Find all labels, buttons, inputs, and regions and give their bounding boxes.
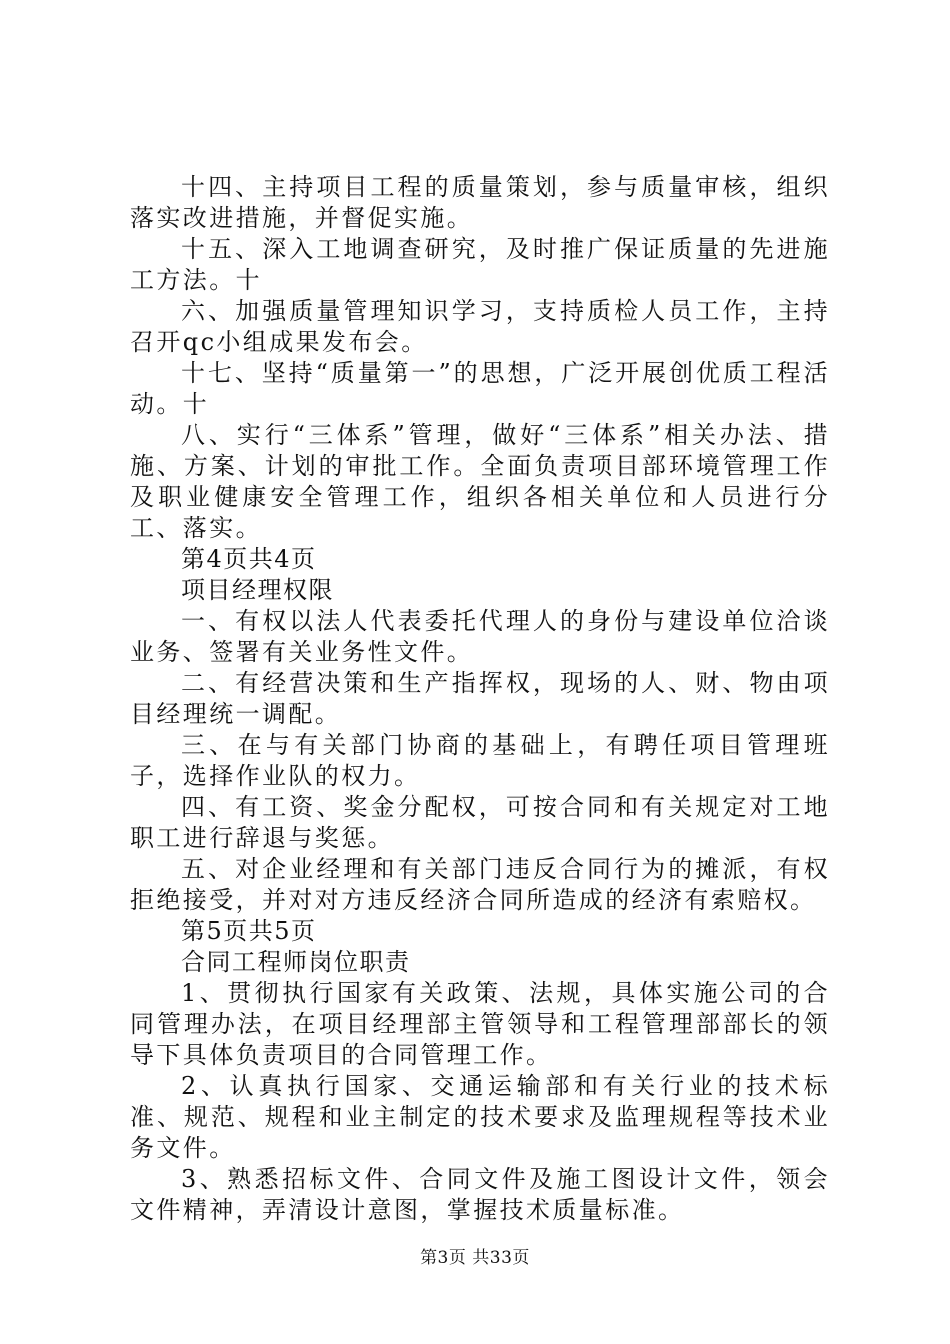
authority-item-5: 五、对企业经理和有关部门违反合同行为的摊派，有权拒绝接受，并对对方违反经济合同所造成的经济有索赔权。 [130, 855, 830, 914]
document-body [130, 172, 830, 1226]
duty-item-2: 2、认真执行国家、交通运输部和有关行业的技术标准、规范、规程和业主制定的技术要求及监理规程等技术业务文件。 [130, 1072, 830, 1162]
paragraph-item-14: 十四、主持项目工程的质量策划，参与质量审核，组织落实改进措施，并督促实施。 [130, 173, 830, 232]
duty-item-3: 3、熟悉招标文件、合同文件及施工图设计文件，领会文件精神，弄清设计意图，掌握技术质量标准。 [130, 1165, 830, 1224]
page-footer: 第3页 共33页 [420, 1248, 530, 1268]
authority-item-4: 四、有工资、奖金分配权，可按合同和有关规定对工地职工进行辞退与奖惩。 [130, 793, 830, 852]
authority-item-1: 一、有权以法人代表委托代理人的身份与建设单位洽谈业务、签署有关业务性文件。 [130, 607, 830, 666]
authority-item-2: 二、有经营决策和生产指挥权，现场的人、财、物由项目经理统一调配。 [130, 669, 830, 728]
paragraph-item-15: 十五、深入工地调查研究，及时推广保证质量的先进施工方法。十 [130, 235, 830, 294]
paragraph-item-18: 八、实行“三体系”管理，做好“三体系”相关办法、措施、方案、计划的审批工作。全面负责项目部环境管理工作及职业健康安全管理工作，组织各相关单位和人员进行分工、落实。 [130, 421, 830, 542]
duty-item-1: 1、贯彻执行国家有关政策、法规，具体实施公司的合同管理办法，在项目经理部主管领导和工程管理部部长的领导下具体负责项目的合同管理工作。 [130, 979, 830, 1069]
inline-page-marker: 第5页共5页 [181, 917, 317, 945]
inline-page-marker: 第4页共4页 [181, 545, 317, 573]
authority-item-3: 三、在与有关部门协商的基础上，有聘任项目管理班子，选择作业队的权力。 [130, 731, 830, 790]
paragraph-item-16: 六、加强质量管理知识学习，支持质检人员工作，主持召开qc小组成果发布会。 [130, 297, 830, 356]
section-title-manager-authority: 项目经理权限 [181, 576, 334, 604]
paragraph-item-17: 十七、坚持“质量第一”的思想，广泛开展创优质工程活动。十 [130, 359, 830, 418]
section-title-contract-engineer: 合同工程师岗位职责 [181, 948, 411, 976]
